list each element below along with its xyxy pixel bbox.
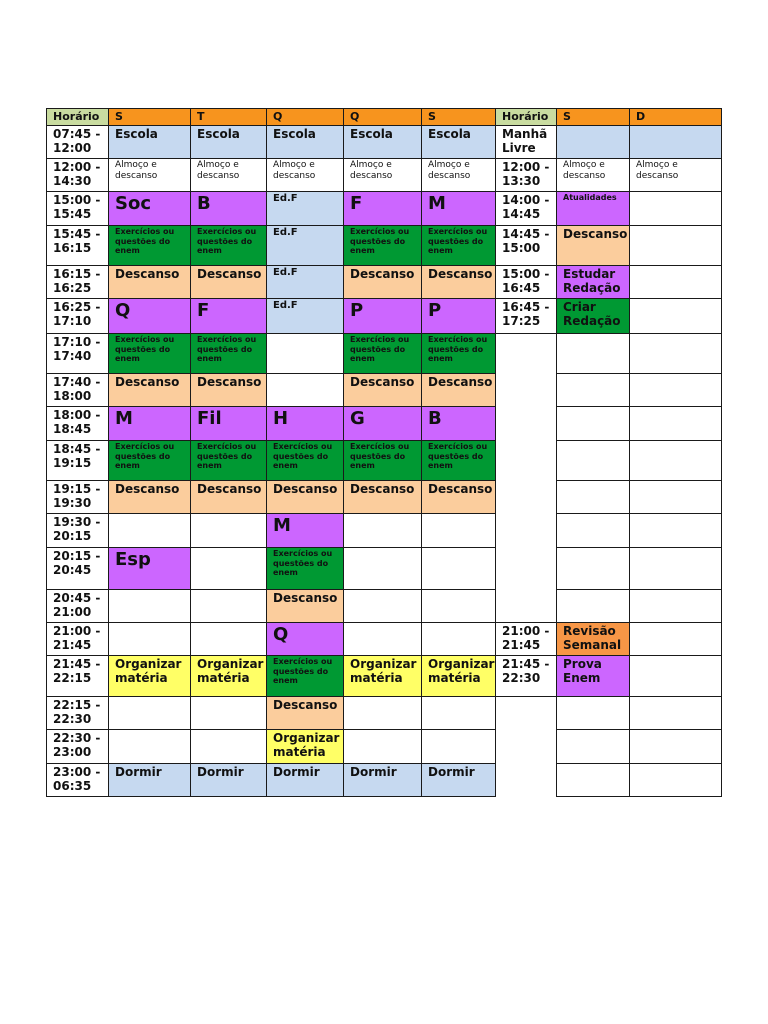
activity-thursday: Descanso (344, 374, 422, 407)
activity-saturday: Criar Redação (557, 299, 630, 334)
activity-wednesday: Ed.F (267, 192, 344, 226)
activity-tuesday: B (191, 192, 267, 226)
activity-sunday (630, 299, 722, 334)
schedule-row (47, 266, 722, 299)
activity-tuesday: Exercícios ou questões do enem (191, 441, 267, 481)
weekend-time-slot (496, 548, 557, 590)
time-slot: 21:00 - 21:45 (47, 623, 109, 656)
schedule-row (47, 374, 722, 407)
activity-monday: Descanso (109, 374, 191, 407)
activity-tuesday: Dormir (191, 764, 267, 797)
weekend-time-slot: 12:00 - 13:30 (496, 159, 557, 192)
activity-saturday (557, 441, 630, 481)
schedule-row (47, 226, 722, 266)
activity-thursday (344, 514, 422, 548)
schedule-row (47, 590, 722, 623)
weekly-schedule-table (46, 108, 722, 797)
activity-tuesday: F (191, 299, 267, 334)
activity-thursday: Descanso (344, 481, 422, 514)
activity-tuesday (191, 590, 267, 623)
activity-saturday (557, 548, 630, 590)
activity-friday (422, 514, 496, 548)
time-slot: 23:00 - 06:35 (47, 764, 109, 797)
activity-wednesday: H (267, 407, 344, 441)
activity-tuesday (191, 623, 267, 656)
schedule-row (47, 697, 722, 730)
activity-thursday: Dormir (344, 764, 422, 797)
activity-tuesday: Exercícios ou questões do enem (191, 334, 267, 374)
time-slot: 12:00 - 14:30 (47, 159, 109, 192)
activity-thursday: Exercícios ou questões do enem (344, 226, 422, 266)
activity-tuesday: Descanso (191, 481, 267, 514)
activity-monday: Organizar matéria (109, 656, 191, 697)
time-slot: 16:15 - 16:25 (47, 266, 109, 299)
header-time-label: Horário (47, 109, 109, 126)
activity-monday: Descanso (109, 481, 191, 514)
schedule-row (47, 656, 722, 697)
activity-saturday: Prova Enem (557, 656, 630, 697)
activity-monday: Exercícios ou questões do enem (109, 226, 191, 266)
activity-saturday (557, 697, 630, 730)
activity-tuesday: Escola (191, 126, 267, 159)
time-slot: 18:00 - 18:45 (47, 407, 109, 441)
schedule-row (47, 407, 722, 441)
activity-sunday (630, 697, 722, 730)
activity-sunday (630, 548, 722, 590)
header-row (47, 109, 722, 126)
activity-wednesday (267, 374, 344, 407)
activity-thursday: Exercícios ou questões do enem (344, 441, 422, 481)
activity-tuesday: Organizar matéria (191, 656, 267, 697)
header-day-monday: S (109, 109, 191, 126)
activity-sunday (630, 623, 722, 656)
activity-sunday (630, 266, 722, 299)
activity-saturday (557, 514, 630, 548)
activity-friday: M (422, 192, 496, 226)
activity-sunday (630, 590, 722, 623)
activity-saturday (557, 481, 630, 514)
activity-tuesday: Exercícios ou questões do enem (191, 226, 267, 266)
activity-tuesday: Fil (191, 407, 267, 441)
activity-wednesday (267, 334, 344, 374)
schedule-row (47, 730, 722, 764)
activity-tuesday (191, 697, 267, 730)
time-slot: 20:15 - 20:45 (47, 548, 109, 590)
time-slot: 17:10 - 17:40 (47, 334, 109, 374)
activity-thursday: Exercícios ou questões do enem (344, 334, 422, 374)
activity-tuesday: Descanso (191, 266, 267, 299)
activity-friday: Almoço e descanso (422, 159, 496, 192)
activity-friday (422, 548, 496, 590)
time-slot: 20:45 - 21:00 (47, 590, 109, 623)
activity-sunday (630, 226, 722, 266)
activity-saturday: Estudar Redação (557, 266, 630, 299)
weekend-time-slot (496, 590, 557, 623)
activity-wednesday: Descanso (267, 697, 344, 730)
time-slot: 22:15 - 22:30 (47, 697, 109, 730)
activity-sunday (630, 334, 722, 374)
weekend-time-slot (496, 374, 557, 407)
time-slot: 15:45 - 16:15 (47, 226, 109, 266)
activity-friday: Organizar matéria (422, 656, 496, 697)
activity-saturday: Almoço e descanso (557, 159, 630, 192)
schedule-row (47, 441, 722, 481)
activity-thursday (344, 730, 422, 764)
schedule-row (47, 514, 722, 548)
activity-sunday (630, 730, 722, 764)
activity-saturday (557, 407, 630, 441)
activity-friday (422, 730, 496, 764)
activity-friday: Exercícios ou questões do enem (422, 441, 496, 481)
activity-wednesday: Escola (267, 126, 344, 159)
activity-wednesday: Ed.F (267, 299, 344, 334)
activity-tuesday (191, 730, 267, 764)
schedule-row (47, 548, 722, 590)
activity-thursday: Escola (344, 126, 422, 159)
activity-thursday (344, 548, 422, 590)
activity-monday (109, 514, 191, 548)
weekend-time-slot: 14:45 - 15:00 (496, 226, 557, 266)
activity-friday: Exercícios ou questões do enem (422, 226, 496, 266)
activity-sunday (630, 656, 722, 697)
activity-monday: Exercícios ou questões do enem (109, 441, 191, 481)
activity-friday: P (422, 299, 496, 334)
activity-tuesday (191, 548, 267, 590)
activity-saturday (557, 334, 630, 374)
schedule-row (47, 159, 722, 192)
time-slot: 19:15 - 19:30 (47, 481, 109, 514)
schedule-row (47, 764, 722, 797)
activity-monday (109, 730, 191, 764)
header-day-saturday: S (557, 109, 630, 126)
weekend-time-slot: 16:45 - 17:25 (496, 299, 557, 334)
activity-friday: Descanso (422, 481, 496, 514)
activity-wednesday: Ed.F (267, 266, 344, 299)
weekend-time-slot (496, 514, 557, 548)
time-slot: 07:45 - 12:00 (47, 126, 109, 159)
time-slot: 21:45 - 22:15 (47, 656, 109, 697)
time-slot: 22:30 - 23:00 (47, 730, 109, 764)
activity-friday (422, 697, 496, 730)
activity-monday: Soc (109, 192, 191, 226)
schedule-row (47, 126, 722, 159)
activity-friday (422, 590, 496, 623)
header-day-tuesday: T (191, 109, 267, 126)
activity-saturday: Atualidades (557, 192, 630, 226)
weekend-time-slot (496, 334, 557, 374)
activity-saturday: Revisão Semanal (557, 623, 630, 656)
activity-saturday (557, 590, 630, 623)
activity-friday: B (422, 407, 496, 441)
activity-monday (109, 623, 191, 656)
activity-saturday (557, 126, 630, 159)
activity-wednesday: Descanso (267, 590, 344, 623)
activity-wednesday: Dormir (267, 764, 344, 797)
activity-monday: Almoço e descanso (109, 159, 191, 192)
activity-thursday (344, 623, 422, 656)
activity-saturday (557, 730, 630, 764)
activity-sunday (630, 441, 722, 481)
weekend-time-slot: 21:00 - 21:45 (496, 623, 557, 656)
time-slot: 15:00 - 15:45 (47, 192, 109, 226)
header-time-label-weekend: Horário (496, 109, 557, 126)
activity-saturday: Descanso (557, 226, 630, 266)
header-day-thursday: Q (344, 109, 422, 126)
weekend-time-slot (496, 697, 557, 730)
schedule-row (47, 623, 722, 656)
activity-wednesday: Organizar matéria (267, 730, 344, 764)
header-day-sunday: D (630, 109, 722, 126)
weekend-time-slot: 15:00 - 16:45 (496, 266, 557, 299)
activity-sunday (630, 514, 722, 548)
activity-wednesday: M (267, 514, 344, 548)
activity-wednesday: Descanso (267, 481, 344, 514)
time-slot: 19:30 - 20:15 (47, 514, 109, 548)
activity-saturday (557, 374, 630, 407)
time-slot: 16:25 - 17:10 (47, 299, 109, 334)
activity-wednesday: Exercícios ou questões do enem (267, 656, 344, 697)
activity-sunday (630, 374, 722, 407)
time-slot: 18:45 - 19:15 (47, 441, 109, 481)
schedule-row (47, 299, 722, 334)
activity-tuesday: Descanso (191, 374, 267, 407)
weekend-time-slot (496, 730, 557, 764)
weekend-time-slot (496, 481, 557, 514)
activity-monday: Dormir (109, 764, 191, 797)
weekend-time-slot (496, 764, 557, 797)
schedule-row (47, 192, 722, 226)
activity-sunday (630, 126, 722, 159)
activity-thursday: F (344, 192, 422, 226)
activity-monday (109, 697, 191, 730)
activity-thursday: Descanso (344, 266, 422, 299)
activity-wednesday: Exercícios ou questões do enem (267, 548, 344, 590)
activity-sunday (630, 764, 722, 797)
activity-monday: Descanso (109, 266, 191, 299)
weekend-time-slot: 14:00 - 14:45 (496, 192, 557, 226)
activity-tuesday (191, 514, 267, 548)
activity-wednesday: Exercícios ou questões do enem (267, 441, 344, 481)
activity-monday: Escola (109, 126, 191, 159)
activity-thursday: P (344, 299, 422, 334)
activity-friday: Dormir (422, 764, 496, 797)
header-day-friday: S (422, 109, 496, 126)
activity-thursday: Almoço e descanso (344, 159, 422, 192)
activity-friday (422, 623, 496, 656)
activity-monday: Q (109, 299, 191, 334)
activity-sunday (630, 192, 722, 226)
activity-thursday (344, 590, 422, 623)
schedule-row (47, 334, 722, 374)
activity-tuesday: Almoço e descanso (191, 159, 267, 192)
header-day-wednesday: Q (267, 109, 344, 126)
time-slot: 17:40 - 18:00 (47, 374, 109, 407)
activity-wednesday: Q (267, 623, 344, 656)
activity-monday: Esp (109, 548, 191, 590)
activity-friday: Descanso (422, 374, 496, 407)
activity-friday: Escola (422, 126, 496, 159)
activity-sunday: Almoço e descanso (630, 159, 722, 192)
activity-wednesday: Ed.F (267, 226, 344, 266)
weekend-time-slot: Manhã Livre (496, 126, 557, 159)
activity-monday (109, 590, 191, 623)
activity-sunday (630, 481, 722, 514)
activity-thursday: Organizar matéria (344, 656, 422, 697)
schedule-row (47, 481, 722, 514)
activity-friday: Descanso (422, 266, 496, 299)
activity-saturday (557, 764, 630, 797)
activity-thursday (344, 697, 422, 730)
weekend-time-slot: 21:45 - 22:30 (496, 656, 557, 697)
weekend-time-slot (496, 407, 557, 441)
activity-monday: M (109, 407, 191, 441)
activity-friday: Exercícios ou questões do enem (422, 334, 496, 374)
activity-monday: Exercícios ou questões do enem (109, 334, 191, 374)
activity-sunday (630, 407, 722, 441)
activity-wednesday: Almoço e descanso (267, 159, 344, 192)
weekend-time-slot (496, 441, 557, 481)
activity-thursday: G (344, 407, 422, 441)
